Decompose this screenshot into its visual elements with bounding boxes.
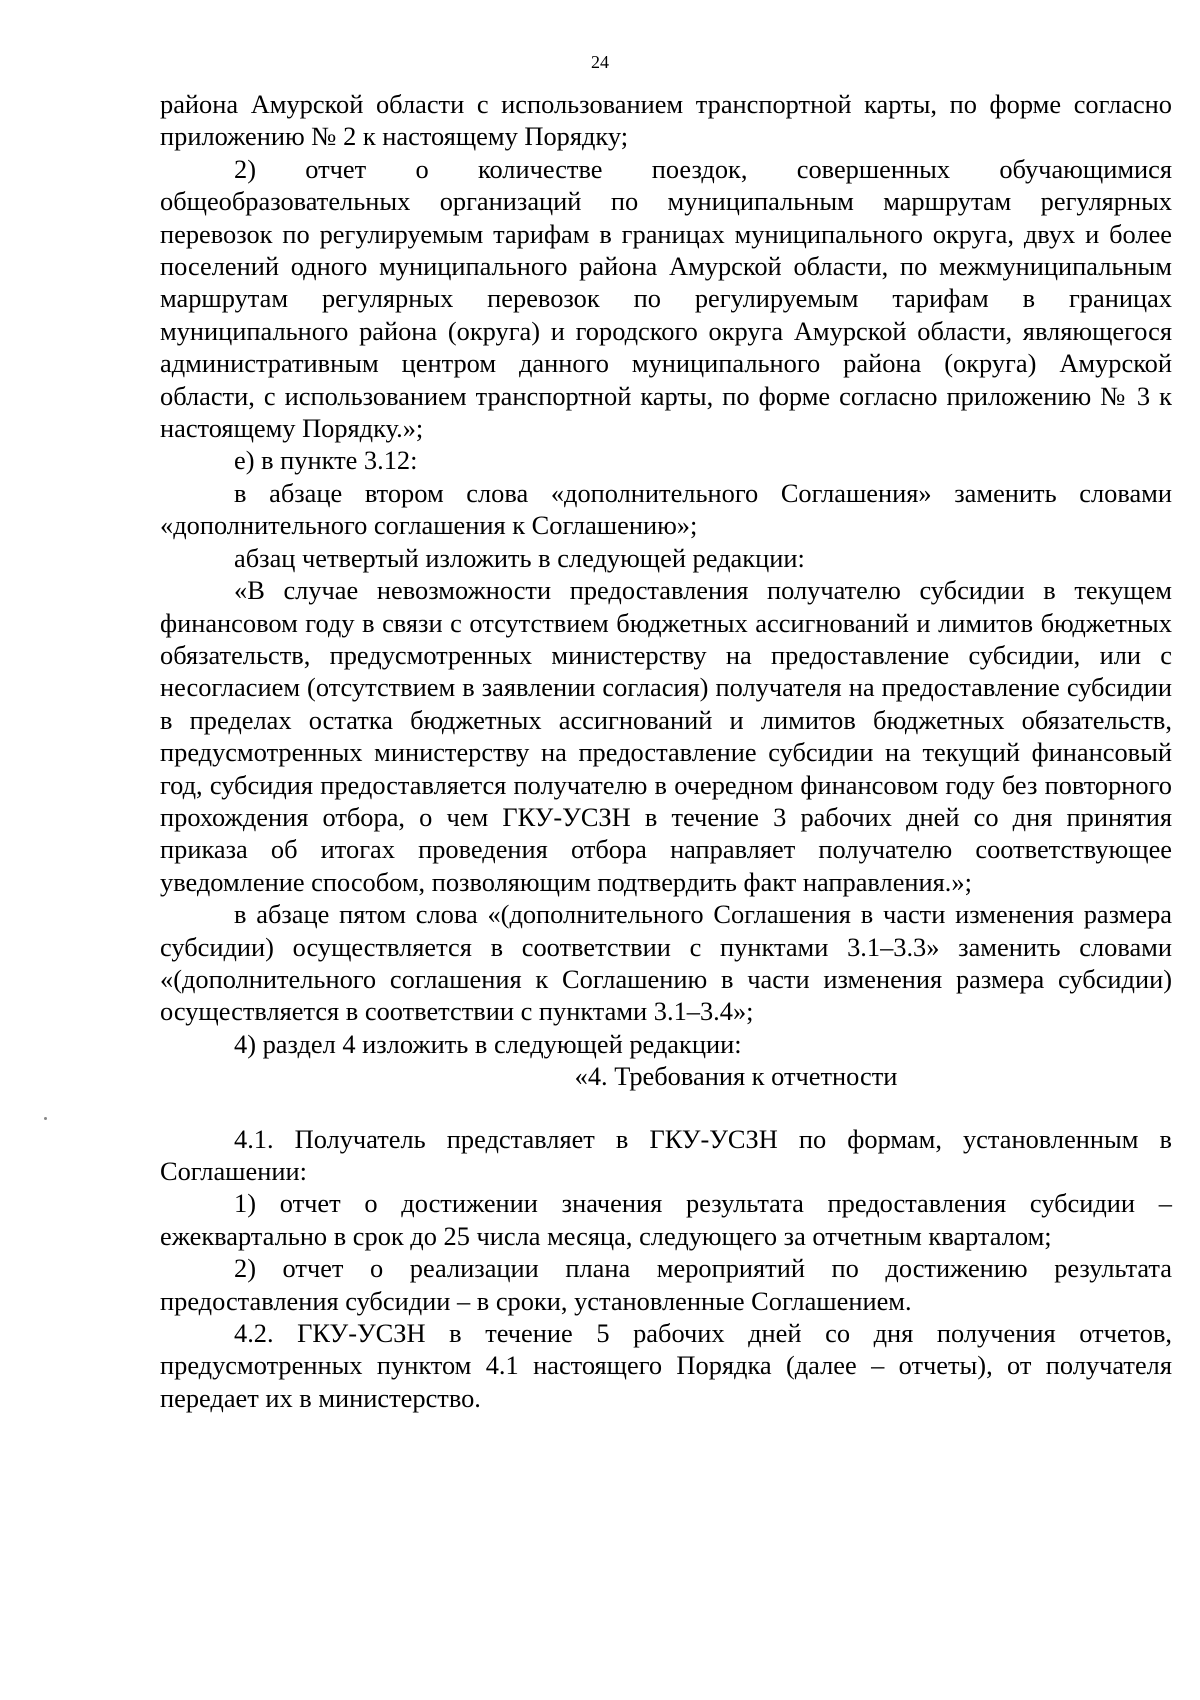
paragraph-quote-subsidy: «В случае невозможности предоставления получателю субсидии в текущем финансовом году в связи с отсутствием бюджетных ассигнований и лимитов бюджетных обязательств, предусмотренных министерству на предоставление субсидии, или с несогласием (отсутствием в заявлении согласия) получателя на предоставление субсидии в пределах остатка бюджетных ассигнований и лимитов бюджетных обязательств, предусмотренных министерству на предоставление субсидии на текущий финансовый год, субсидия предоставляется получателю в очередном финансовом году без повторного прохождения отбора, о чем ГКУ-УСЗН в течение 3 рабочих дней со дня принятия приказа об итогах проведения отбора направляет получателю соответствующее уведомление способом, позволяющим подтвердить факт направления.»; <box>160 575 1172 897</box>
paragraph-abzats-second: в абзаце втором слова «дополнительного Соглашения» заменить словами «дополнительного соглашения к Соглашению»; <box>160 477 1172 541</box>
section-heading: «4. Требования к отчетности <box>574 1061 898 1092</box>
paragraph-item-2-report: 2) отчет о количестве поездок, совершенных обучающимися общеобразовательных организаций по муниципальным маршрутам регулярных перевозок по регулируемым тарифам в границах муниципального округа, двух и более поселений одного муниципального района Амурской области, по межмуниципальным маршрутам регулярных перевозок по регулируемым тарифам в границах муниципального района (округа) и городского округа Амурской области, являющегося административным центром данного муниципального района (округа) Амурской области, с использованием транспортной карты, по форме согласно приложению № 3 к настоящему Порядку.»; <box>160 153 1172 444</box>
document-body <box>160 88 1172 1414</box>
paragraph-subitem-e: е) в пункте 3.12: <box>234 445 418 476</box>
paragraph-4-1-item-2: 2) отчет о реализации плана мероприятий по достижению результата предоставления субсидии – в сроки, установленные Соглашением. <box>160 1253 1172 1316</box>
scan-speck <box>44 1117 47 1120</box>
paragraph-section-4: 4) раздел 4 изложить в следующей редакции: <box>234 1028 742 1059</box>
paragraph-4-2: 4.2. ГКУ-УСЗН в течение 5 рабочих дней со дня получения отчетов, предусмотренных пунктом 4.1 настоящего Порядка (далее – отчеты), от получателя передает их в министерство. <box>160 1318 1172 1413</box>
spacer <box>160 1093 1172 1123</box>
paragraph-4-1: 4.1. Получатель представляет в ГКУ-УСЗН по формам, установленным в Соглашении: <box>160 1123 1172 1186</box>
paragraph-4-1-item-1: 1) отчет о достижении значения результата предоставления субсидии – ежеквартально в срок до 25 числа месяца, следующего за отчетным кварталом; <box>160 1188 1172 1251</box>
page-number: 24 <box>591 52 609 72</box>
paragraph-continuation: района Амурской области с использованием транспортной карты, по форме согласно приложению № 2 к настоящему Порядку; <box>160 89 1172 152</box>
paragraph-abzats-fifth: в абзаце пятом слова «(дополнительного Соглашения в части изменения размера субсидии) осуществляется в соответствии с пунктами 3.1–3.3» заменить словами «(дополнительного соглашения к Соглашению в части изменения размера субсидии) осуществляется в соответствии с пунктами 3.1–3.4»; <box>160 899 1172 1027</box>
paragraph-abzats-fourth: абзац четвертый изложить в следующей редакции: <box>234 542 805 573</box>
